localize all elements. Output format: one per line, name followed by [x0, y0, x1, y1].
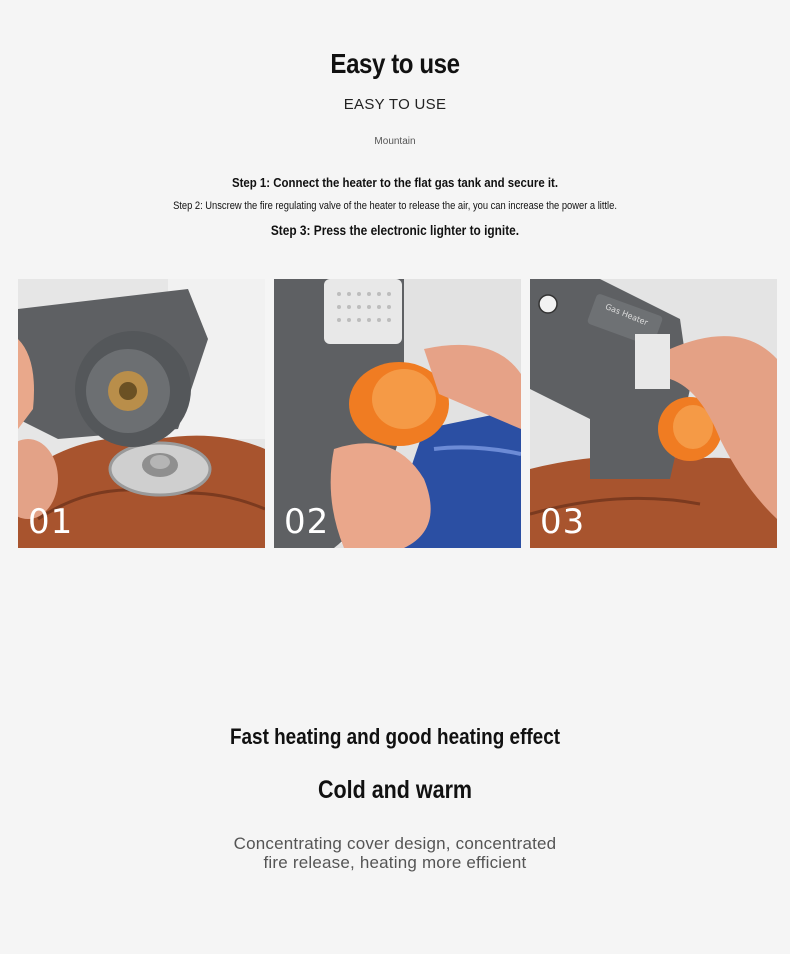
section-subtitle: EASY TO USE: [343, 96, 447, 113]
feature-description-line-1: Concentrating cover design, concentrated: [233, 834, 557, 853]
step-2-text: Step 2: Unscrew the fire regulating valve of the heater to release the air, you can increase the power a little.: [173, 200, 617, 212]
feature-subheading: Cold and warm: [317, 776, 473, 804]
step-2-photo: [274, 279, 521, 548]
step-3-text: Step 3: Press the electronic lighter to ignite.: [270, 223, 520, 238]
feature-description-line-2: fire release, heating more efficient: [263, 853, 527, 872]
step-number-label: 02: [284, 502, 330, 542]
step-1-text: Step 1: Connect the heater to the flat gas tank and secure it.: [231, 175, 559, 190]
section-title: Easy to use: [330, 48, 460, 79]
step-number-label: 03: [540, 502, 586, 542]
feature-heading: Fast heating and good heating effect: [229, 724, 561, 749]
step-number-label: 01: [28, 502, 74, 542]
step-3-photo: [530, 279, 777, 548]
feature-description: [0, 834, 790, 872]
section-caption: Mountain: [374, 136, 416, 147]
step-1-photo: [18, 279, 265, 548]
device-label: Gas Heater: [604, 302, 650, 328]
